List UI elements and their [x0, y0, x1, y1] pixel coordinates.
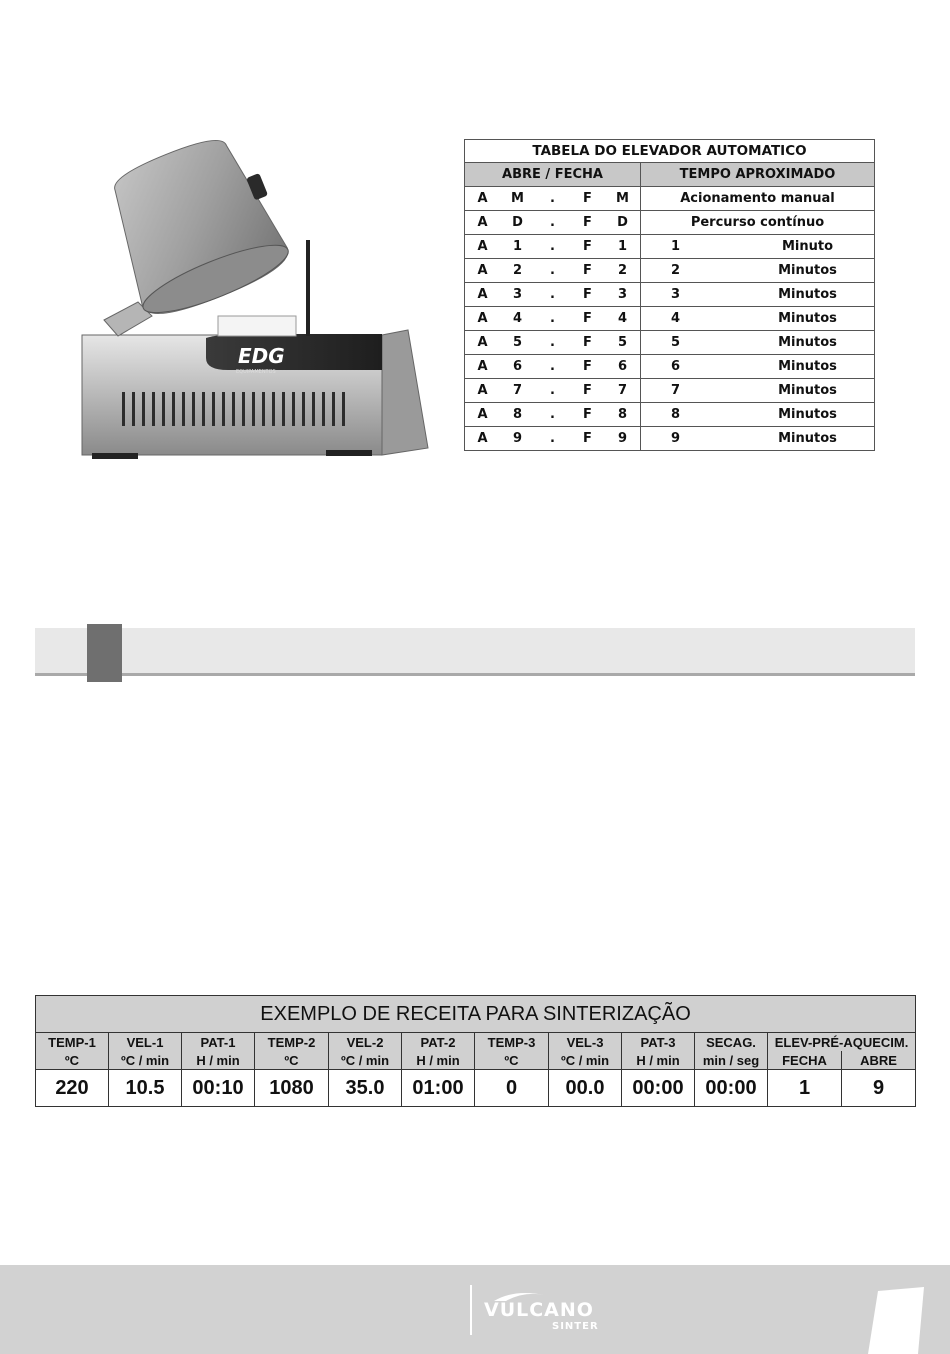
recipe-value: 0	[475, 1070, 549, 1107]
code-close-value: 9	[605, 427, 641, 451]
code-open-value: 3	[500, 283, 535, 307]
time-number: 8	[641, 403, 742, 427]
recipe-value: 1080	[255, 1070, 329, 1107]
recipe-value: 00:10	[182, 1070, 255, 1107]
code-f: F	[570, 355, 605, 379]
elevator-row	[465, 331, 875, 355]
time-description: Percurso contínuo	[641, 211, 875, 235]
code-a: A	[465, 403, 501, 427]
elevator-row	[465, 259, 875, 283]
time-unit: Minutos	[741, 283, 875, 307]
recipe-header: VEL-2	[329, 1033, 402, 1052]
time-unit: Minuto	[741, 235, 875, 259]
recipe-header: PAT-2	[402, 1033, 475, 1052]
furnace-illustration	[78, 130, 438, 490]
code-separator: .	[535, 187, 570, 211]
time-unit: Minutos	[741, 307, 875, 331]
code-open-value: 9	[500, 427, 535, 451]
recipe-unit: min / seg	[695, 1051, 768, 1070]
section-header-bar	[35, 628, 915, 676]
recipe-unit: ºC	[36, 1051, 109, 1070]
recipe-unit: ºC / min	[549, 1051, 622, 1070]
recipe-value: 00:00	[622, 1070, 695, 1107]
code-f: F	[570, 211, 605, 235]
recipe-header: TEMP-2	[255, 1033, 329, 1052]
code-separator: .	[535, 331, 570, 355]
recipe-unit: FECHA	[768, 1051, 842, 1070]
recipe-unit: ºC / min	[109, 1051, 182, 1070]
code-f: F	[570, 307, 605, 331]
code-separator: .	[535, 235, 570, 259]
code-open-value: 6	[500, 355, 535, 379]
code-a: A	[465, 283, 501, 307]
edg-logo: EDG	[238, 344, 285, 368]
code-close-value: 6	[605, 355, 641, 379]
recipe-unit: ABRE	[842, 1051, 916, 1070]
edg-logo-sub: EQUIPAMENTOS	[236, 369, 276, 375]
elevator-row	[465, 307, 875, 331]
recipe-value: 00.0	[549, 1070, 622, 1107]
time-number: 1	[641, 235, 742, 259]
code-open-value: 5	[500, 331, 535, 355]
col-header-time: TEMPO APROXIMADO	[641, 163, 875, 187]
recipe-header: PAT-3	[622, 1033, 695, 1052]
recipe-value: 01:00	[402, 1070, 475, 1107]
recipe-value: 220	[36, 1070, 109, 1107]
code-a: A	[465, 331, 501, 355]
time-number: 9	[641, 427, 742, 451]
time-number: 3	[641, 283, 742, 307]
recipe-unit: ºC / min	[329, 1051, 402, 1070]
recipe-header: TEMP-1	[36, 1033, 109, 1052]
elevator-row	[465, 211, 875, 235]
recipe-unit: H / min	[182, 1051, 255, 1070]
recipe-value: 10.5	[109, 1070, 182, 1107]
elevator-row	[465, 187, 875, 211]
code-open-value: 2	[500, 259, 535, 283]
time-number: 6	[641, 355, 742, 379]
recipe-value: 9	[842, 1070, 916, 1107]
code-a: A	[465, 211, 501, 235]
code-separator: .	[535, 403, 570, 427]
brand-logo	[484, 1289, 624, 1335]
time-number: 7	[641, 379, 742, 403]
code-open-value: 4	[500, 307, 535, 331]
time-unit: Minutos	[741, 259, 875, 283]
elevator-row	[465, 427, 875, 451]
code-a: A	[465, 307, 501, 331]
code-close-value: 2	[605, 259, 641, 283]
time-unit: Minutos	[741, 379, 875, 403]
page-tab-shape	[868, 1287, 926, 1354]
col-header-code: ABRE / FECHA	[465, 163, 641, 187]
code-close-value: 1	[605, 235, 641, 259]
time-description: Acionamento manual	[641, 187, 875, 211]
code-f: F	[570, 427, 605, 451]
recipe-unit: H / min	[622, 1051, 695, 1070]
recipe-header: TEMP-3	[475, 1033, 549, 1052]
elevator-row	[465, 283, 875, 307]
code-f: F	[570, 235, 605, 259]
code-a: A	[465, 187, 501, 211]
recipe-unit: ºC	[475, 1051, 549, 1070]
code-open-value: D	[500, 211, 535, 235]
footer-divider	[470, 1285, 472, 1335]
code-close-value: 5	[605, 331, 641, 355]
recipe-header: PAT-1	[182, 1033, 255, 1052]
recipe-value: 35.0	[329, 1070, 402, 1107]
code-close-value: 3	[605, 283, 641, 307]
time-number: 5	[641, 331, 742, 355]
section-marker	[87, 624, 122, 682]
footer	[0, 1265, 950, 1354]
time-number: 4	[641, 307, 742, 331]
elevator-row	[465, 379, 875, 403]
recipe-title: EXEMPLO DE RECEITA PARA SINTERIZAÇÃO	[36, 996, 916, 1033]
code-close-value: 7	[605, 379, 641, 403]
code-f: F	[570, 379, 605, 403]
time-unit: Minutos	[741, 403, 875, 427]
code-close-value: 4	[605, 307, 641, 331]
code-separator: .	[535, 427, 570, 451]
recipe-unit: ºC	[255, 1051, 329, 1070]
code-open-value: M	[500, 187, 535, 211]
code-a: A	[465, 427, 501, 451]
recipe-value: 1	[768, 1070, 842, 1107]
elevator-row	[465, 235, 875, 259]
recipe-value: 00:00	[695, 1070, 768, 1107]
code-separator: .	[535, 355, 570, 379]
code-separator: .	[535, 307, 570, 331]
time-number: 2	[641, 259, 742, 283]
code-open-value: 7	[500, 379, 535, 403]
elevator-table-title: TABELA DO ELEVADOR AUTOMATICO	[465, 140, 875, 163]
brand-name: VULCANO	[484, 1299, 594, 1321]
recipe-unit: H / min	[402, 1051, 475, 1070]
brand-subtitle: SINTER	[552, 1321, 599, 1332]
time-unit: Minutos	[741, 427, 875, 451]
elevator-table	[464, 139, 875, 451]
code-open-value: 8	[500, 403, 535, 427]
code-separator: .	[535, 283, 570, 307]
recipe-header: VEL-1	[109, 1033, 182, 1052]
code-f: F	[570, 187, 605, 211]
code-separator: .	[535, 259, 570, 283]
time-unit: Minutos	[741, 355, 875, 379]
code-open-value: 1	[500, 235, 535, 259]
code-a: A	[465, 379, 501, 403]
elevator-row	[465, 403, 875, 427]
time-unit: Minutos	[741, 331, 875, 355]
code-close-value: M	[605, 187, 641, 211]
elevator-row	[465, 355, 875, 379]
code-f: F	[570, 403, 605, 427]
code-separator: .	[535, 211, 570, 235]
code-a: A	[465, 259, 501, 283]
code-separator: .	[535, 379, 570, 403]
recipe-header: VEL-3	[549, 1033, 622, 1052]
code-f: F	[570, 331, 605, 355]
code-f: F	[570, 283, 605, 307]
code-a: A	[465, 235, 501, 259]
code-f: F	[570, 259, 605, 283]
recipe-table	[35, 995, 916, 1107]
code-a: A	[465, 355, 501, 379]
recipe-header: SECAG.	[695, 1033, 768, 1052]
code-close-value: 8	[605, 403, 641, 427]
recipe-header: ELEV-PRÉ-AQUECIM.	[768, 1033, 916, 1052]
code-close-value: D	[605, 211, 641, 235]
